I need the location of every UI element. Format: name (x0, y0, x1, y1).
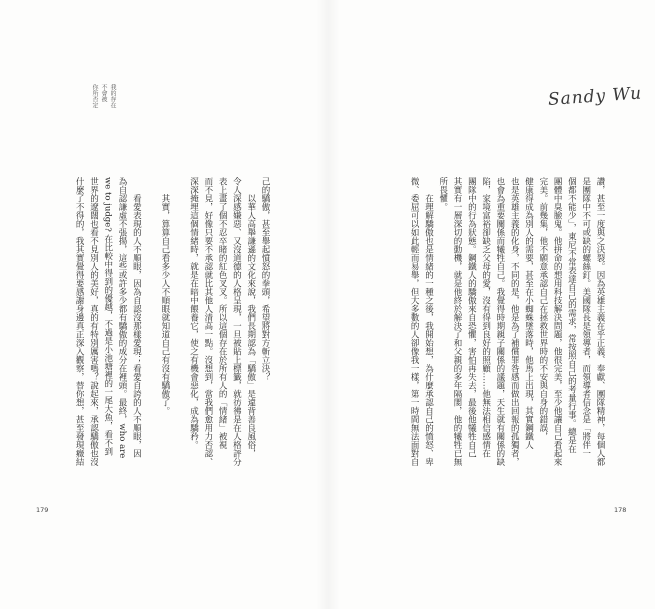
text-line: 而不見，好像只要不承認就比其他人清高一點。沒想到，當我們愈用力否認、 (202, 177, 213, 466)
text-line: 己的驕傲，甚至舉起憤怒的拳頭，希望將對方斬立決？ (260, 177, 270, 381)
text-line: 世界的遼闊也看不見別人的美好，真的有特別厲害嗎？說起來，承認驕傲也沒 (88, 177, 99, 466)
page-number-left: 179 (36, 506, 49, 514)
text-line: 讚，甚至一度與之決裂。因為英雄主義在乎正義、奉獻、團隊精神，每個人都 (595, 177, 605, 466)
text-line: 個都不能少」，東尼不常表達自己的需求，常按照自己的考量行事。總是在 (566, 177, 577, 454)
text-line: 其實，算算自己看多少人不順眼就知道自己有沒有驕傲了。 (159, 194, 170, 415)
running-header (89, 84, 117, 144)
text-line: 表上畫了個不忍卒睹的紅色叉叉。所以這個存在於所有人的「情緒」被視 (217, 177, 228, 449)
paragraph (158, 177, 172, 473)
running-header-line: 你所否定 (91, 84, 98, 108)
left-page-text (57, 177, 272, 473)
paragraph (186, 177, 257, 473)
paragraph (258, 177, 272, 473)
running-header-line: 不會被 (100, 84, 107, 102)
paragraph (72, 177, 143, 473)
text-line: 是團隊中不可或缺的螺絲釘。美國隊長是領導者，而領導者信念是「將伴一 (580, 177, 591, 458)
text-line: 完美。前幾集，他不願意承認自己在拯救世界時的不安與自身的錯誤， (537, 177, 548, 441)
text-line: 令人深感嫌惡、又沒道德的人格呈現，一旦被貼上標籤，就彷彿是在人格評分 (231, 177, 242, 466)
text-line: 微、委屈可以如此輕而易舉，但大多數的人卻像我一樣，第一時間無法面對自 (409, 177, 420, 466)
text-line: 以華人高舉謙遜的文化來說，我們長期認為「驕傲」是違背善良風俗， (245, 194, 256, 458)
paragraph (435, 177, 607, 473)
text-line: we to judge? 在比較中得到的優越，不過是小池塘裡的一尾大魚，看不到 (102, 177, 113, 456)
right-page-text (392, 177, 607, 473)
running-header-line: 我的存在 (109, 84, 116, 108)
text-line: 什麼了不得的，我其實覺得要感謝身邊真正深入觀察，替你想，甚至發現癥結 (74, 177, 85, 466)
text-line: 團隊中的行為狀態。鋼鐵人的驕傲來自恐懼，害怕再失去，最後他犧牲自己 (466, 177, 477, 458)
text-line: 在理解驕傲也是情緒的一種之後，我開始想，為什麼承認自己的憤怒、卑 (423, 194, 434, 466)
text-line: 所畏懼。 (437, 177, 448, 211)
page-number-right: 178 (614, 506, 627, 514)
text-line: 團體中臭臉鬼。他拼命的想用科技解決問題，他很完美，至少他讓自己看起來 (552, 177, 563, 466)
paragraph (407, 177, 436, 473)
text-line: 看愛表現的人不順眼，因為自認沒那樣愛現；看愛自誇的人不順眼，因 (131, 194, 142, 458)
text-line: 為自認謙虛不張揚，這些或許多少都有驕傲的成分在裡頭。最終，who are (117, 177, 128, 459)
text-line: 陷，家境富裕卻缺乏父母的愛，沒有得到良好的照顧……他無法相信感情在 (480, 177, 491, 458)
text-line: 健康得成為別人的需要，甚至在小蜘蛛墜落時，他馬上出現，其實鋼鐵人 (523, 177, 534, 449)
text-line: 其實有一層深切的動機，就是他終於解決了和父親的多年隔閡，他的犧牲已無 (452, 177, 463, 466)
text-line: 也會為重要關係而犧牲自己。我覺得時期親子關係的議題，天生就有關係的缺 (494, 177, 505, 466)
author-signature: Sandy Wu (547, 83, 643, 110)
page-gutter (316, 0, 340, 609)
text-line: 也是英雄主義的化身，不同的是，他是為了補償罪咎感而做出回報的孤獨者， (509, 177, 520, 466)
text-line: 深深掩埋這個情緒時，就是在暗中餵養它，使之有機會惡化，成為驕矜。 (188, 177, 199, 449)
